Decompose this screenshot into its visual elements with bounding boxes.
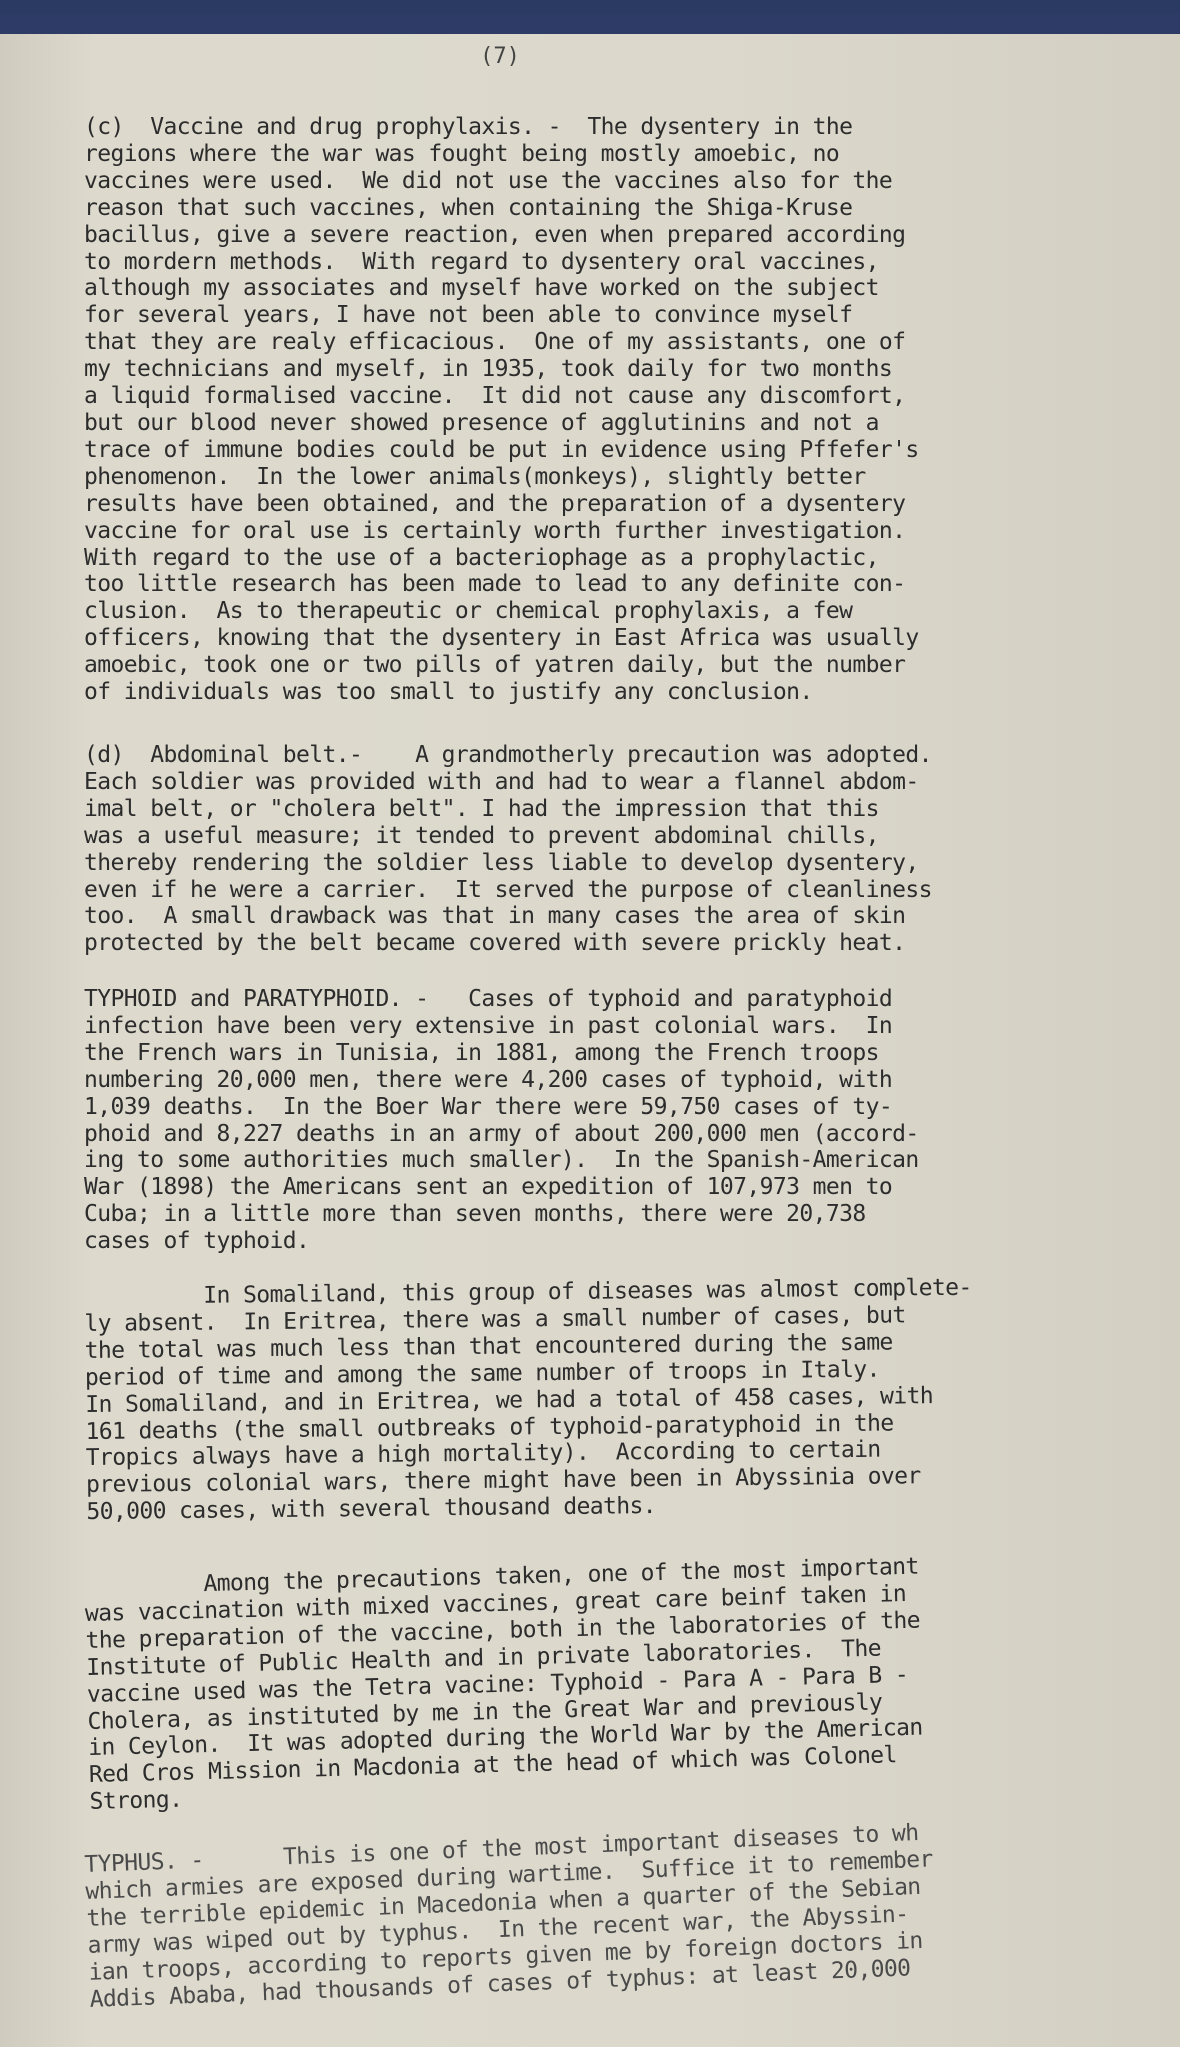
paragraph-precautions: Among the precautions taken, one of the most important was vaccination with mixed vaccines, great care beinf taken in the preparation of the vaccine, both in the laboratories of the Institute of Public Health and in private laboratories. The vaccine used was the Tetra vacine: Typhoid - Para A - Para B - Cholera, as instituted by me in the Great War and previously in Ceylon. It was adopted during the World War by the American Red Cros Mission in Macdonia at the head of which was Colonel Strong.	[84, 1553, 923, 1816]
paragraph-typhoid-paratyphoid: TYPHOID and PARATYPHOID. - Cases of typhoid and paratyphoid infection have been very extensive in past colonial wars. In the French wars in Tunisia, in 1881, among the French troops numbering 20,000 men, there were 4,200 cases of typhoid, with 1,039 deaths. In the Boer War there were 59,750 cases of ty- phoid and 8,227 deaths in an army of about 200,000 men (accord- ing to some authorities much smaller). In the Spanish-American War (1898) the Americans sent an expedition of 107,973 men to Cuba; in a little more than seven months, there were 20,738 cases of typhoid.	[84, 986, 919, 1255]
paragraph-typhus: TYPHUS. - This is one of the most important diseases to wh which armies are exposed during wartime. Suffice it to remember the terrible epidemic in Macedonia when a quarter of the Sebian army was wiped out by typhus. In the recent war, the Abyssin- ian troops, according to reports given me by foreign doctors in Addis Ababa, had thousands of cases of typhus: at least 20,000	[84, 1819, 934, 2013]
scan-edge	[0, 14, 1180, 34]
document-page	[0, 14, 1180, 2047]
paragraph-somaliland: In Somaliland, this group of diseases was almost complete- ly absent. In Eritrea, there was a small number of cases, but the total was much less than that encountered during the same period of time and among the same number of troops in Italy. In Somaliland, and in Eritrea, we had a total of 458 cases, with 161 deaths (the small outbreaks of typhoid-paratyphoid in the Tropics always have a high mortality). According to certain previous colonial wars, there might have been in Abyssinia over 50,000 cases, with several thousand deaths.	[84, 1274, 972, 1526]
paragraph-abdominal-belt: (d) Abdominal belt.- A grandmotherly precaution was adopted. Each soldier was provided with and had to wear a flannel abdom- imal belt, or "cholera belt". I had the impression that this was a useful measure; it tended to prevent abdominal chills, thereby rendering the soldier less liable to develop dysentery, even if he were a carrier. It served the purpose of cleanliness too. A small drawback was that in many cases the area of skin protected by the belt became covered with severe prickly heat.	[84, 742, 932, 957]
paragraph-vaccine-drug-prophylaxis: (c) Vaccine and drug prophylaxis. - The dysentery in the regions where the war was fought being mostly amoebic, no vaccines were used. We did not use the vaccines also for the reason that such vaccines, when containing the Shiga-Kruse bacillus, give a severe reaction, even when prepared according to mordern methods. With regard to dysentery oral vaccines, although my associates and myself have worked on the subject for several years, I have not been able to convince myself that they are realy efficacious. One of my assistants, one of my technicians and myself, in 1935, took daily for two months a liquid formalised vaccine. It did not cause any discomfort, but our blood never showed presence of agglutinins and not a trace of immune bodies could be put in evidence using Pffefer's phenomenon. In the lower animals(monkeys), slightly better results have been obtained, and the preparation of a dysentery vaccine for oral use is certainly worth further investigation. With regard to the use of a bacteriophage as a prophylactic, too little research has been made to lead to any definite con- clusion. As to therapeutic or chemical prophylaxis, a few officers, knowing that the dysentery in East Africa was usually amoebic, took one or two pills of yatren daily, but the number of individuals was too small to justify any conclusion.	[84, 114, 919, 706]
page-number: (7)	[480, 44, 520, 69]
